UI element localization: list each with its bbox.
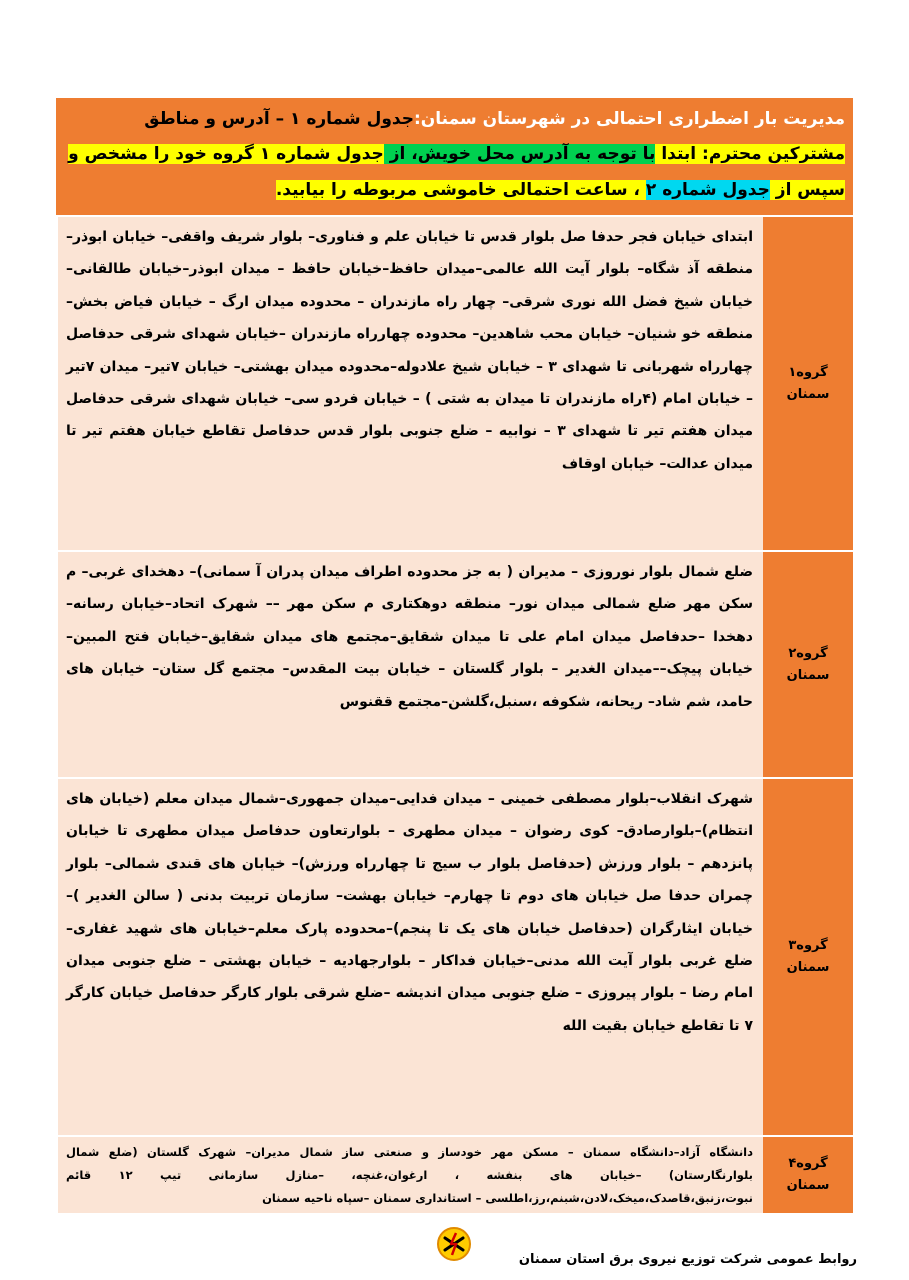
group-label [763, 552, 853, 777]
group-label-line1: گروه۲ [788, 645, 828, 661]
note-part-4: جدول شماره ۲ [645, 180, 770, 200]
footer [0, 1222, 909, 1280]
header-title-sub: جدول شماره ۱ – آدرس و مناطق [144, 109, 414, 129]
group-label [763, 217, 853, 550]
group-label-line2: سمنان [786, 386, 830, 402]
note-part-3: گروه خود را مشخص و سپس از [68, 144, 845, 200]
group-addresses: دانشگاه آزاد–دانشگاه سمنان – مسکن مهر خودساز و صنعتی ساز شمال مدیران– شهرک گلستان (ضلع شمال بلوارنگارستان) –خیابان های بنفشه ، ارغوان،غنچه، –منازل سازمانی تیپ ۱۲ قائم نبوت،زنبق،قاصدک،میخک،لادن،شبنم،رز،اطلسی – استانداری سمنان –سپاه ناحیه سمنان [56, 1137, 763, 1213]
note-part-5: ، ساعت احتمالی خاموشی مربوطه را بیابید. [275, 180, 646, 200]
group-label-line1: گروه۳ [788, 938, 828, 953]
header-note [64, 136, 845, 208]
header-title [64, 102, 845, 136]
table-row [56, 215, 853, 550]
group-addresses: ابتدای خیابان فجر حدفا صل بلوار قدس تا خیابان علم و فناوری– بلوار شریف واقفی– خیابان ابوذر–منطقه آذ شگاه– بلوار آیت الله عالمی–میدان حافظ–خیابان حافظ – میدان ابوذر–خیابان طالقانی–خیابان شیخ فضل الله نوری شرقی– چهار راه مازندران – محدوده میدان ارگ – خیابان فیاض بخش– منطقه خو شنیان– خیابان محب شاهدین– محدوده چهارراه مازندران –خیابان شهدای شرقی حدفاصل چهارراه شهربانی تا شهدای ۳ – خیابان شیخ علادوله–محدوده میدان بهشتی– خیابان ۷تیر– میدان ۷تیر – خیابان امام (۴راه مازندران تا میدان به شتی ) – خیابان فردو سی– خیابان شهدای شرقی حدفاصل میدان هفتم تیر تا شهدای ۳ – نوابیه – ضلع جنوبی بلوار قدس حدفاصل تقاطع خیابان هفتم تیر تا میدان عدالت– خیابان اوقاف [56, 217, 763, 550]
group-label-line1: گروه۱ [788, 364, 828, 380]
group-table [56, 215, 853, 1213]
group-label-line2: سمنان [786, 667, 830, 683]
group-label [763, 1137, 853, 1213]
footer-org-text: روابط عمومی شرکت توزیع نیروی برق استان سمنان [518, 1252, 857, 1267]
header-title-main: مدیریت بار اضطراری احتمالی در شهرستان سمنان: [413, 109, 845, 129]
group-label [763, 779, 853, 1135]
group-label-line2: سمنان [786, 1178, 830, 1193]
group-addresses: ضلع شمال بلوار نوروزی – مدیران ( به جز محدوده اطراف میدان پدران آ سمانی)– دهخدای غربی– م سکن مهر ضلع شمالی میدان نور– منطقه دوهکتاری م سکن مهر –– شهرک اتحاد–خیابان رسانه– دهخدا –حدفاصل میدان امام علی تا میدان شقایق–مجتمع های میدان شقایق–خیابان فتح المبین–خیابان پیچک––میدان الغدیر – بلوار گلستان – خیابان بیت المقدس– مجتمع گل ستان– خیابان های حامد، شم شاد– ریحانه، شکوفه ،سنبل،گلشن–مجتمع ققنوس [56, 552, 763, 777]
table-row [56, 1135, 853, 1213]
schedule-sheet [56, 98, 853, 1213]
group-label-line1: گروه۴ [788, 1156, 828, 1171]
header [56, 98, 853, 215]
table-row [56, 777, 853, 1135]
note-part-1: با توجه به آدرس محل خویش، از [383, 144, 656, 164]
table-row [56, 550, 853, 777]
note-part-0: مشترکین محترم: ابتدا [655, 144, 845, 164]
group-addresses: شهرک انقلاب–بلوار مصطفی خمینی – میدان فدایی–میدان جمهوری–شمال میدان معلم (خیابان های انتظام)–بلوارصادق– کوی رضوان – میدان مطهری – بلوارتعاون حدفاصل میدان مطهری تا خیابان پانزدهم – بلوار ورزش (حدفاصل بلوار ب سیج تا چهارراه ورزش)– خیابان های قندی شمالی– بلوار چمران حدفا صل خیابان های دوم تا چهارم– خیابان بهشت– سازمان تربیت بدنی ( سالن الغدیر )–خیابان ایثارگران (حدفاصل خیابان های یک تا پنجم)–محدوده پارک معلم–خیابان های شهید غفاری– ضلع غربی بلوار آیت الله مدنی–خیابان فداکار – بلوارجهادیه – خیابان بهشتی – ضلع جنوبی میدان امام رضا – بلوار پیروزی – ضلع جنوبی میدان اندیشه –ضلع شرقی بلوار کارگر حدفاصل خیابان کارگر ۷ تا تقاطع خیابان بقیت الله [56, 779, 763, 1135]
note-part-2: جدول شماره ۱ [259, 144, 384, 164]
power-company-logo-icon [436, 1226, 472, 1262]
group-label-line2: سمنان [786, 960, 830, 975]
